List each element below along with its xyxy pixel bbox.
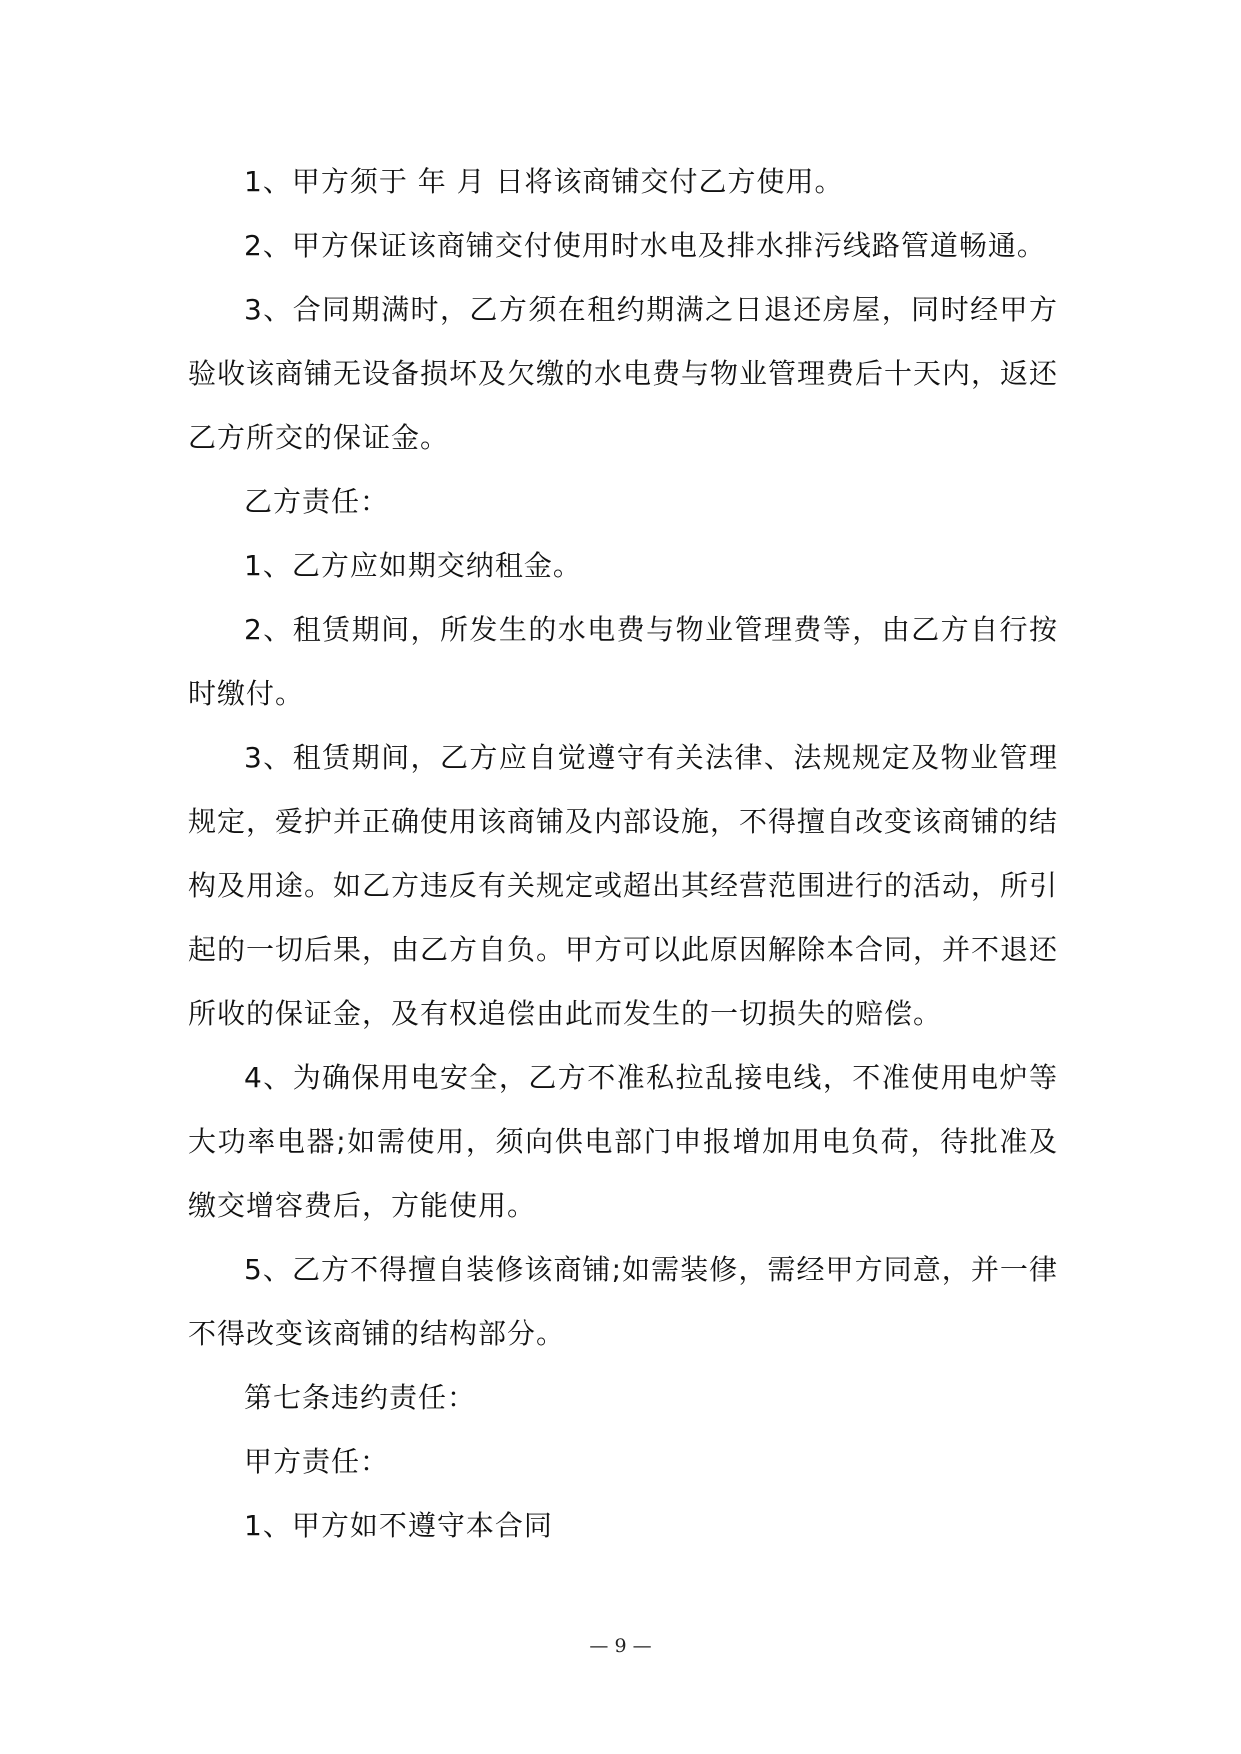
paragraph-rent-payment: 1、乙方应如期交纳租金。 xyxy=(244,549,582,582)
heading-party-a-responsibility: 甲方责任： xyxy=(244,1445,390,1478)
paragraph-electrical-safety: 4、为确保用电安全，乙方不准私拉乱接电线，不准使用电炉等大功率电器;如需使用，须向供电部门申报增加用电负荷，待批准及缴交增容费后，方能使用。 xyxy=(188,1061,1058,1222)
heading-article-seven: 第七条违约责任： xyxy=(244,1381,477,1414)
paragraph-party-a-breach: 1、甲方如不遵守本合同 xyxy=(244,1509,553,1542)
document-body xyxy=(188,150,1058,1558)
paragraph-compliance: 3、租赁期间，乙方应自觉遵守有关法律、法规规定及物业管理规定，爱护并正确使用该商铺及内部设施，不得擅自改变该商铺的结构及用途。如乙方违反有关规定或超出其经营范围进行的活动，所引起的一切后果，由乙方自负。甲方可以此原因解除本合同，并不退还所收的保证金，及有权追偿由此而发生的一切损失的赔偿。 xyxy=(188,741,1059,1030)
page-number: — 9 — xyxy=(589,1635,652,1657)
paragraph-utility-fees: 2、租赁期间，所发生的水电费与物业管理费等，由乙方自行按时缴付。 xyxy=(188,613,1058,710)
paragraph-utilities-guarantee: 2、甲方保证该商铺交付使用时水电及排水排污线路管道畅通。 xyxy=(244,229,1046,262)
paragraph-delivery-date: 1、甲方须于 年 月 日将该商铺交付乙方使用。 xyxy=(244,165,844,198)
paragraph-deposit-return: 3、合同期满时，乙方须在租约期满之日退还房屋，同时经甲方验收该商铺无设备损坏及欠缴的水电费与物业管理费后十天内，返还乙方所交的保证金。 xyxy=(188,293,1059,454)
heading-party-b-responsibility: 乙方责任： xyxy=(244,485,390,518)
paragraph-renovation: 5、乙方不得擅自装修该商铺;如需装修，需经甲方同意，并一律不得改变该商铺的结构部分。 xyxy=(188,1253,1058,1350)
